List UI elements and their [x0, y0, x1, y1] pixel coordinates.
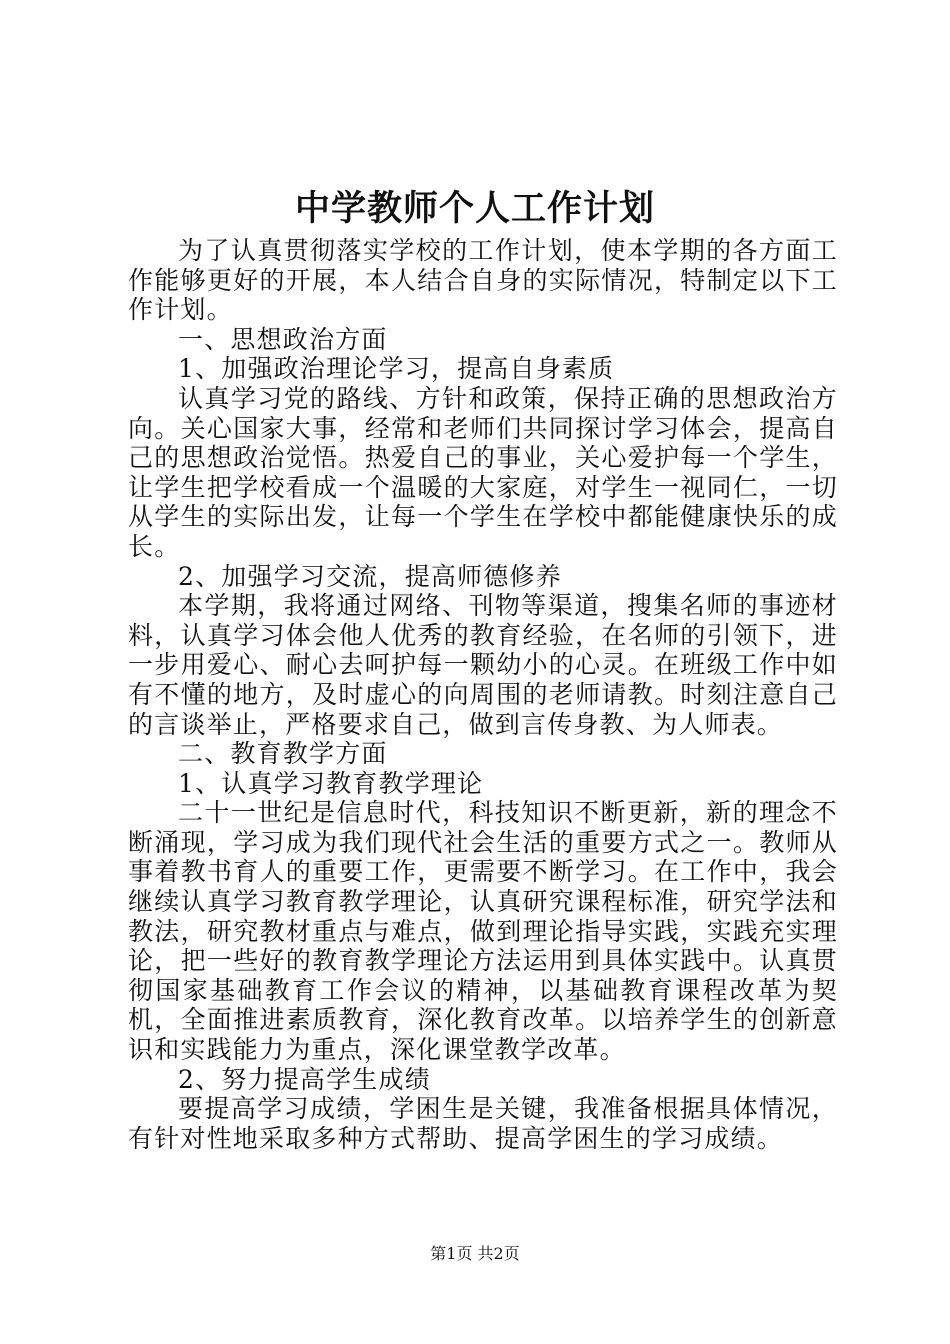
subheading-student-grades: 2、努力提高学生成绩: [178, 1064, 431, 1094]
subheading-political-study: 1、加强政治理论学习，提高自身素质: [178, 354, 615, 384]
document-body: [128, 236, 838, 1153]
section-heading-teaching: 二、教育教学方面: [178, 739, 388, 769]
paragraph-political-study: 认真学习党的路线、方针和政策，保持正确的思想政治方向。关心国家大事，经常和老师们共同探讨学习体会，提高自己的思想政治觉悟。热爱自己的事业，关心爱护每一个学生，让学生把学校看成一个温暖的大家庭，对学生一视同仁，一切从学生的实际出发，让每一个学生在学校中都能健康快乐的成长。: [128, 383, 838, 561]
page-footer: 第1页 共2页: [430, 1244, 520, 1263]
section-heading-ideology: 一、思想政治方面: [178, 324, 388, 354]
document-title: 中学教师个人工作计划: [294, 188, 655, 229]
paragraph-student-grades: 要提高学习成绩，学困生是关键，我准备根据具体情况，有针对性地采取多种方式帮助、提高学困生的学习成绩。: [128, 1094, 838, 1153]
paragraph-ethics: 本学期，我将通过网络、刊物等渠道，搜集名师的事迹材料，认真学习体会他人优秀的教育经验，在名师的引领下，进一步用爱心、耐心去呵护每一颗幼小的心灵。在班级工作中如有不懂的地方，及时虚心的向周围的老师请教。时刻注意自己的言谈举止，严格要求自己，做到言传身教、为人师表。: [128, 591, 838, 739]
intro-paragraph: 为了认真贯彻落实学校的工作计划，使本学期的各方面工作能够更好的开展，本人结合自身的实际情况，特制定以下工作计划。: [128, 236, 838, 325]
paragraph-teaching-theory: 二十一世纪是信息时代，科技知识不断更新，新的理念不断涌现，学习成为我们现代社会生活的重要方式之一。教师从事着教书育人的重要工作，更需要不断学习。在工作中，我会继续认真学习教育教学理论，认真研究课程标准，研究学法和教法，研究教材重点与难点，做到理论指导实践，实践充实理论，把一些好的教育教学理论方法运用到具体实践中。认真贯彻国家基础教育工作会议的精神，以基础教育课程改革为契机，全面推进素质教育，深化教育改革。以培养学生的创新意识和实践能力为重点，深化课堂教学改革。: [128, 798, 838, 1065]
subheading-teaching-theory: 1、认真学习教育教学理论: [178, 768, 484, 798]
subheading-ethics: 2、加强学习交流，提高师德修养: [178, 561, 562, 591]
